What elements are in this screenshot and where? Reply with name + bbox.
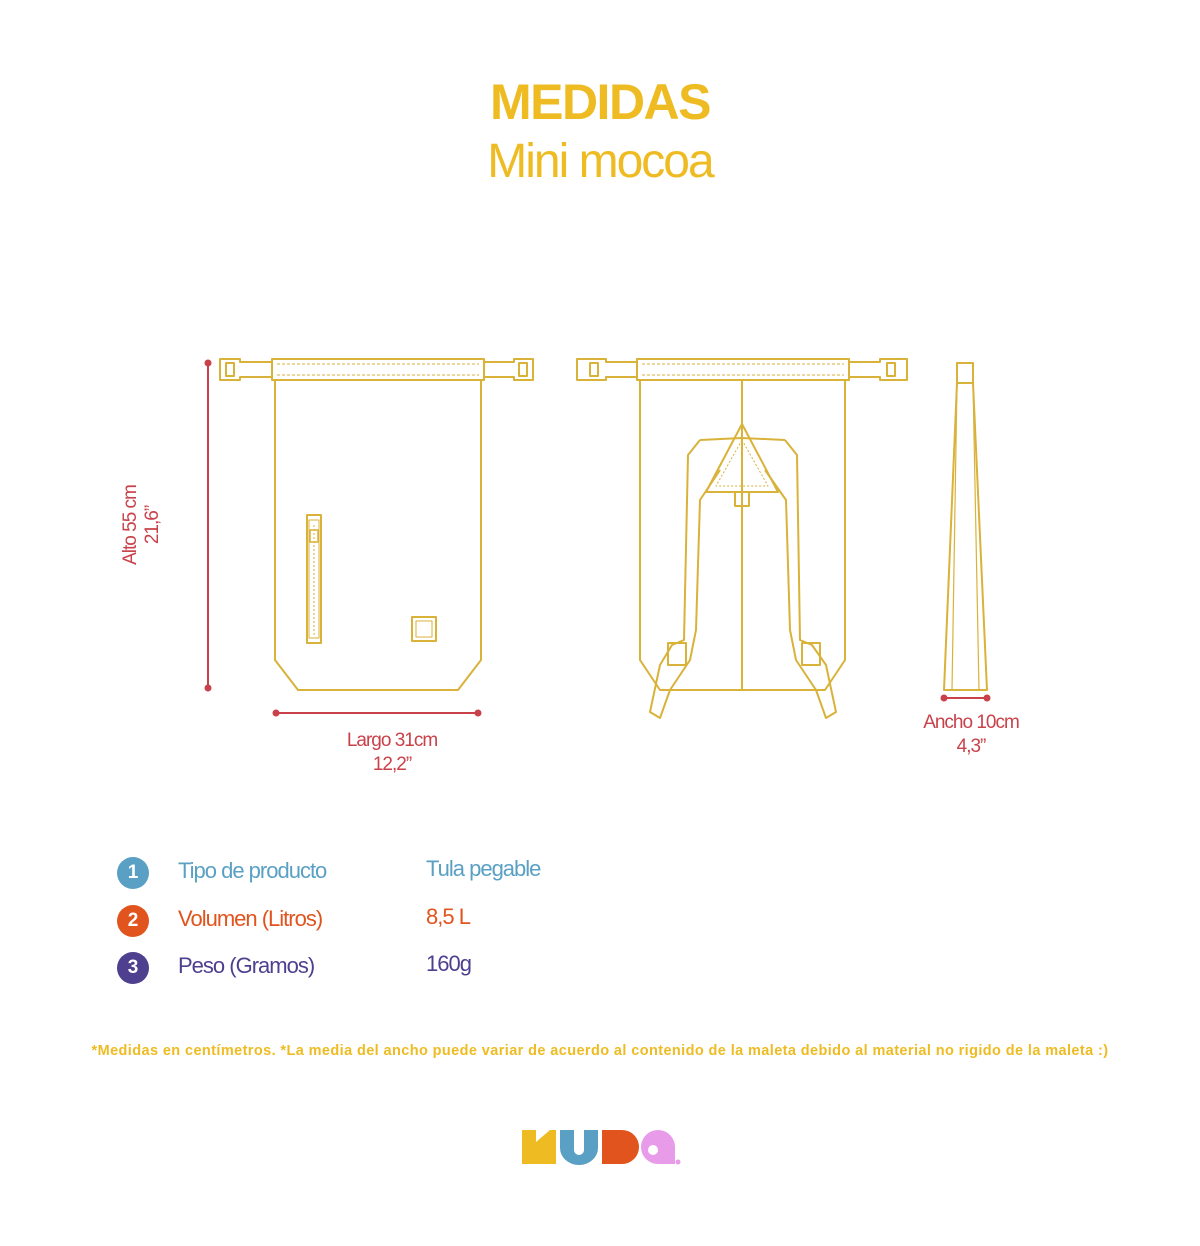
spec-number-badge: 3	[117, 952, 149, 984]
height-label	[120, 450, 170, 600]
height-cm: Alto 55 cm	[120, 485, 141, 565]
spec-label: Tipo de producto	[178, 858, 327, 883]
spec-number-badge: 2	[117, 905, 149, 937]
spec-row-type	[117, 857, 717, 891]
spec-value: 8,5 L	[426, 904, 470, 929]
length-cm: Largo 31cm	[346, 730, 438, 751]
front-view-illustration	[220, 359, 533, 690]
length-label	[312, 730, 472, 776]
spec-number-badge: 1	[117, 857, 149, 889]
spec-value: Tula pegable	[426, 856, 541, 881]
page-title: MEDIDAS	[489, 74, 711, 130]
product-name: Mini mocoa	[487, 135, 713, 188]
spec-label: Volumen (Litros)	[178, 906, 323, 931]
height-inches: 21,6”	[142, 505, 163, 545]
width-inches: 4,3”	[956, 736, 986, 757]
spec-row-volume	[117, 905, 717, 939]
footnote: *Medidas en centímetros. *La media del ancho puede variar de acuerdo al contenido de la maleta debido al material no rigido de la maleta :)	[91, 1043, 1109, 1059]
width-label	[895, 712, 1047, 758]
kupa-logo	[522, 1128, 682, 1166]
spec-label: Peso (Gramos)	[178, 953, 315, 978]
width-cm: Ancho 10cm	[923, 712, 1019, 733]
spec-value: 160g	[426, 951, 471, 976]
back-view-illustration	[577, 359, 907, 718]
length-inches: 12,2”	[372, 754, 412, 775]
spec-row-weight	[117, 952, 717, 986]
side-view-illustration	[944, 363, 987, 690]
